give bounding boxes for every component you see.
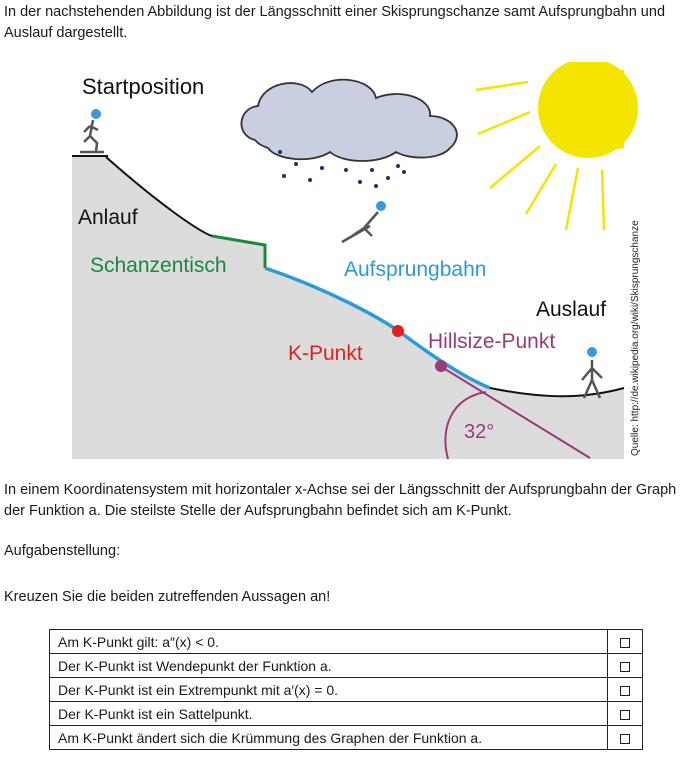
task-instruction: Kreuzen Sie die beiden zutreffenden Aussagen an! — [4, 589, 331, 605]
options-table — [49, 629, 643, 750]
figure-source: Quelle: http://de.wikipedia.org/wiki/Skisprungschanze — [630, 220, 641, 456]
label-aufsprungbahn: Aufsprungbahn — [344, 258, 487, 281]
intro-text: In der nachstehenden Abbildung ist der Längsschnitt einer Skisprungschanze samt Aufsprungbahn und Auslauf dargestellt. — [4, 4, 666, 41]
option-text: Der K-Punkt ist Wendepunkt der Funktion a. — [50, 654, 608, 678]
landed-skier-icon — [582, 347, 602, 398]
option-checkbox[interactable] — [620, 686, 630, 696]
option-row — [50, 654, 643, 678]
start-skier-icon — [80, 109, 104, 152]
cloud-icon — [241, 80, 456, 161]
hillsize-point-marker — [435, 360, 447, 372]
label-hillsize-punkt: Hillsize-Punkt — [428, 330, 556, 353]
k-point-marker — [392, 325, 404, 337]
option-checkbox[interactable] — [620, 662, 630, 672]
label-startposition: Startposition — [82, 74, 205, 99]
label-schanzentisch: Schanzentisch — [90, 254, 227, 277]
label-auslauf: Auslauf — [536, 298, 607, 321]
problem-text: In einem Koordinatensystem mit horizontaler x-Achse sei der Längsschnitt der Aufsprungbahn der Graph der Funktion a. Die steilste Stelle der Aufsprungbahn befindet sich am K-Punkt. — [4, 482, 677, 519]
task-heading: Aufgabenstellung: — [4, 543, 121, 559]
option-text: Der K-Punkt ist ein Extrempunkt mit a′(x) = 0. — [50, 678, 608, 702]
option-checkbox[interactable] — [620, 710, 630, 720]
option-text: Am K-Punkt gilt: a″(x) < 0. — [50, 630, 608, 654]
option-row — [50, 702, 643, 726]
option-text: Am K-Punkt ändert sich die Krümmung des Graphen der Funktion a. — [50, 726, 608, 750]
flying-skier-icon — [342, 201, 386, 242]
label-k-punkt: K-Punkt — [288, 342, 363, 365]
option-text: Der K-Punkt ist ein Sattelpunkt. — [50, 702, 608, 726]
option-row — [50, 678, 643, 702]
option-row — [50, 630, 643, 654]
label-anlauf: Anlauf — [78, 206, 138, 229]
sun-icon — [476, 62, 638, 230]
option-checkbox[interactable] — [620, 734, 630, 744]
option-row — [50, 726, 643, 750]
option-checkbox[interactable] — [620, 638, 630, 648]
ski-jump-figure — [0, 62, 685, 462]
label-angle: 32° — [464, 421, 495, 443]
